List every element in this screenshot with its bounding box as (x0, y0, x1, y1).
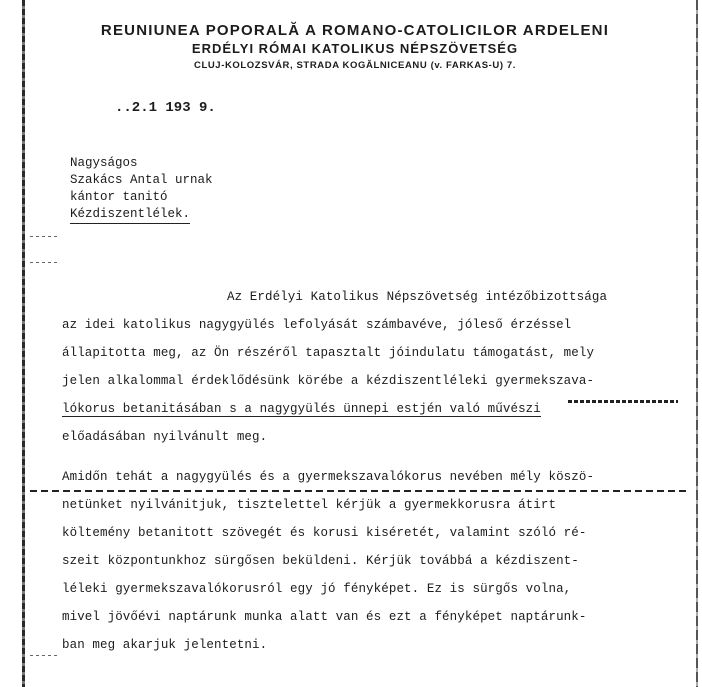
body-line: léleki gyermekszavalókorusról egy jó fényképet. Ez is sürgős volna, (62, 582, 572, 596)
handwritten-underline (568, 400, 678, 403)
address-line: Szakács Antal urnak (70, 173, 213, 187)
margin-dash (30, 236, 58, 237)
letterhead (60, 22, 650, 71)
body-line: Amidőn tehát a nagygyülés és a gyermekszavalókorus nevében mély köszö- (62, 470, 595, 484)
body-line: szeit központunkhoz sürgősen beküldeni. Kérjük továbbá a kézdiszent- (62, 554, 579, 568)
body-line: állapitotta meg, az Ön részéről tapasztalt jóindulatu támogatást, mely (62, 346, 595, 360)
address-line: Nagyságos (70, 156, 138, 170)
scan-right-margin-line (696, 0, 698, 687)
body-line: mivel jövőévi naptárunk munka alatt van és ezt a fényképet naptárunk- (62, 610, 587, 624)
margin-dash (30, 655, 58, 656)
letterhead-address: CLUJ-KOLOZSVÁR, STRADA KOGĂLNICEANU (v. FARKAS-U) 7. (193, 60, 516, 71)
letter-date: ..2.1 193 9. (115, 100, 216, 116)
letterhead-romanian: REUNIUNEA POPORALĂ A ROMANO-CATOLICILOR ARDELENI (100, 22, 610, 39)
address-line: Kézdiszentlélek. (70, 206, 190, 224)
body-line: előadásában nyilvánult meg. (62, 430, 268, 444)
letterhead-hungarian: ERDÉLYI RÓMAI KATOLIKUS NÉPSZÖVETSÉG (191, 41, 519, 56)
body-line: jelen alkalommal érdeklődésünk körébe a kézdiszentléleki gyermekszava- (62, 374, 595, 388)
crossed-out-strike-line (30, 490, 690, 492)
margin-dash (30, 262, 58, 263)
scan-left-margin-line (22, 0, 25, 687)
address-line: kántor tanitó (70, 190, 168, 204)
body-line: az idei katolikus nagygyülés lefolyását számbavéve, jóleső érzéssel (62, 318, 572, 332)
body-line: lókorus betanitásában s a nagygyülés ünnepi estjén való művészi (62, 402, 541, 416)
body-line: Az Erdélyi Katolikus Népszövetség intézőbizottsága (227, 290, 608, 304)
body-line: ban meg akarjuk jelentetni. (62, 638, 268, 652)
body-line: netünket nyilvánitjuk, tisztelettel kérjük a gyermekkorusra átirt (62, 498, 557, 512)
body-line: költemény betanitott szövegét és korusi kiséretét, valamint szóló ré- (62, 526, 587, 540)
recipient-address (70, 155, 213, 224)
